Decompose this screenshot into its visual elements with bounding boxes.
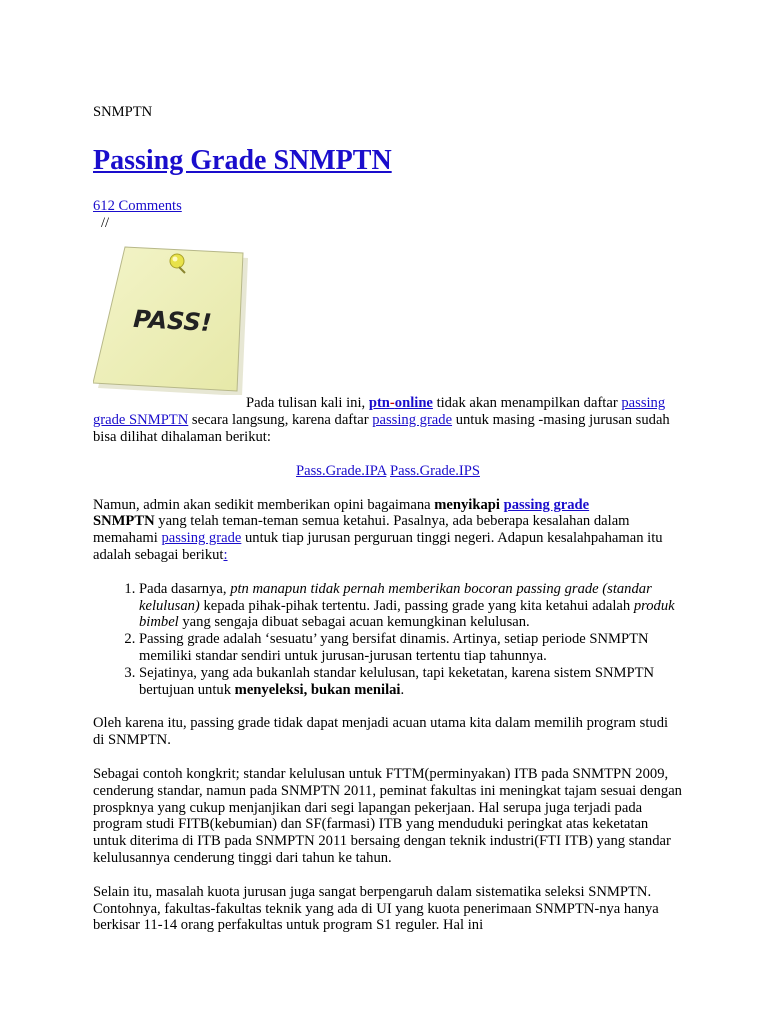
post-title-link[interactable]: Passing Grade SNMPTN [93,144,392,176]
para1-bold-snmptn: SNMPTN [93,513,155,530]
item3-bold: menyeleksi, bukan menilai [234,681,401,698]
item3-text-1: Sejatinya, yang ada bukanlah standar kelulusan, tapi keketatan, karena sistem SNMPTN bertujuan untuk [139,664,655,698]
pin-icon [170,254,184,268]
brand-online: online [394,395,433,412]
ptn-online-link[interactable] [369,395,433,411]
opinion-paragraph [93,497,683,564]
example-paragraph: Sebagai contoh kongkrit; standar kelulusan untuk FTTM(perminyakan) ITB pada SNMTPN 2009, cenderung standar, namun pada SNMPTN 2011, peminat fakultas ini meningkat tajam sesuai dengan prospknya yang cukup menjanjikan dari segi lapangan pekerjaan. Hal serupa juga terjadi pada program studi FITB(kebumian) dan SF(farmasi) ITB yang menduduki peringkat atas keketatan untuk diterima di ITB pada SNMPTN 2011 bersaing dengan teknik industri(FTI ITB) yang standar kelulusannya cenderung tinggi dari tahun ke tahun. [93,765,682,866]
category-label: SNMPTN [93,104,153,120]
comments-link[interactable]: 612 Comments [93,197,182,214]
item2-text: Passing grade adalah ‘sesuatu’ yang bersifat dinamis. Artinya, setiap periode SNMPTN memiliki standar sendiri untuk jurusan-jurusan tertentu tiap tahunnya. [139,631,649,664]
note-text: PASS! [132,305,213,338]
item1-italic-1: ptn manapun tidak pernah memberikan bocoran passing grade (standar kelulusan) [139,580,652,614]
misconception-list [93,581,683,699]
para1-text-2: yang telah teman-teman semua ketahui. Pasalnya, ada beberapa kesalahan dalam memahami [93,513,630,547]
pass-grade-ips-link[interactable]: Pass.Grade.IPS [389,462,480,479]
intro-text-1: Pada tulisan kali ini, [246,395,369,412]
intro-text-4: untuk masing -masing jurusan sudah bisa dilihat dihalaman berikut: [93,412,670,445]
quota-paragraph: Selain itu, masalah kuota jurusan juga sangat berpengaruh dalam sistematika seleksi SNMPTN. Contohnya, fakultas-fakultas teknik yang ada di UI yang kuota penerimaan SNMPTN-nya hanya berkisar 11-14 orang perfakultas untuk program S1 reguler. Hal ini [93,883,659,934]
intro-paragraph [93,395,683,445]
para1-text-1: Namun, admin akan sedikit memberikan opini bagaimana [93,496,435,513]
colon-link[interactable]: : [223,546,228,563]
pass-grade-ipa-link[interactable]: Pass.Grade.IPA [296,462,387,479]
passing-grade-link-intro[interactable]: passing grade [372,412,453,429]
list-item [139,581,683,631]
brand-dash: - [389,395,395,412]
passing-grade-link-para[interactable]: passing grade [161,530,242,547]
comments-row [93,198,683,215]
passing-grade-snmptn-link[interactable]: passing grade SNMPTN [93,395,666,429]
para1-text-3: untuk tiap jurusan perguruan tinggi negeri. Adapun kesalahpahaman itu adalah sebagai berikut [93,530,663,563]
pass-note-image [93,245,683,395]
item1-text-2: kepada pihak-pihak tertentu. Jadi, passing grade yang kita ketahui adalah [199,597,634,614]
item1-text-3: yang sengaja dibuat sebagai acuan kemungkinan kelulusan. [178,614,530,631]
intro-text-2: tidak akan menampilkan daftar [432,395,622,412]
brand-ptn: ptn [368,395,390,412]
passing-grade-link-bold[interactable]: passing grade [503,496,590,513]
item1-italic-2: produk bimbel [139,597,675,631]
slashes-text: // [101,214,110,231]
conclusion-paragraph: Oleh karena itu, passing grade tidak dapat menjadi acuan utama kita dalam memilih program studi di SNMPTN. [93,715,669,749]
list-item [139,631,683,665]
post-title [93,145,683,177]
pass-note-illustration [93,245,253,395]
item1-text-1: Pada dasarnya, [139,580,231,597]
list-item [139,665,683,699]
para1-bold-1: menyikapi [434,496,504,513]
intro-text-3: secara langsung, karena daftar [188,412,373,429]
grade-links-row [93,463,683,480]
item3-text-2: . [400,681,405,698]
article [93,104,683,934]
